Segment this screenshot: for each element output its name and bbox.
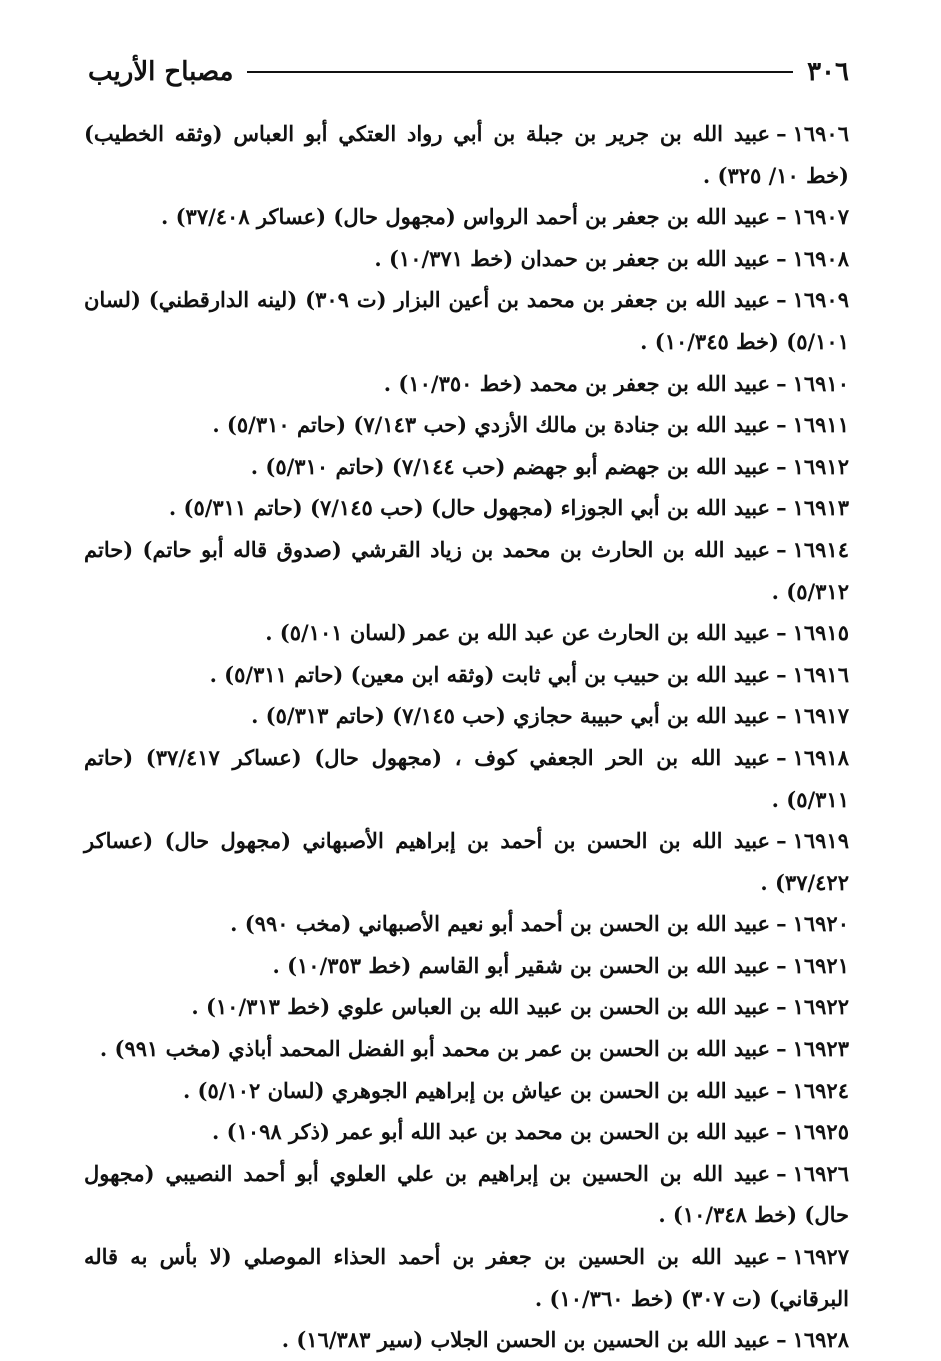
entry-dash: – <box>776 744 787 770</box>
entry-number: ١٦٩٠٩ <box>792 287 849 313</box>
entry-dash: – <box>776 1036 787 1062</box>
entry-text: عبيد الله بن الحسن بن عبيد الله بن العباس علوي (خط ١٠/٣١٣) . <box>191 994 771 1020</box>
entry-text: عبيد الله بن جعفر بن أحمد الرواس (مجهول حال) (عساكر ٣٧/٤٠٨) . <box>160 204 771 230</box>
entry <box>84 238 849 280</box>
entry-number: ١٦٩٢٤ <box>792 1077 849 1103</box>
entry <box>84 279 849 362</box>
entry-text: عبيد الله بن جعفر بن محمد (خط ١٠/٣٥٠) . <box>383 370 771 396</box>
entry-dash: – <box>776 703 787 729</box>
entry-number: ١٦٩٠٨ <box>792 245 849 271</box>
entry-text: عبيد الله بن الحسن بن شقير أبو القاسم (خط ١٠/٣٥٣) . <box>272 952 771 978</box>
entry-number: ١٦٩١٥ <box>792 620 849 646</box>
entry <box>84 612 849 654</box>
entry-dash: – <box>776 661 787 687</box>
entry-text: عبيد الله بن الحر الجعفي كوف ، (مجهول حال) (عساكر ٣٧/٤١٧) (حاتم ٥/٣١١) . <box>84 744 849 812</box>
entry-dash: – <box>776 1327 787 1353</box>
book-title: مصباح الأريب <box>88 57 234 87</box>
entry <box>84 1236 849 1319</box>
entry <box>84 1070 849 1112</box>
entry-text: عبيد الله بن الحارث عن عبد الله بن عمر (لسان ٥/١٠١) . <box>265 620 771 646</box>
entry-number: ١٦٩١٣ <box>792 495 849 521</box>
entry-text: عبيد الله بن الحسن بن أحمد بن إبراهيم الأصبهاني (مجهول حال) (عساكر ٣٧/٤٢٢) . <box>84 828 849 895</box>
entry-text: عبيد الله بن جهضم أبو جهضم (حب ٧/١٤٤) (حاتم ٥/٣١٠) . <box>250 453 771 479</box>
entry-number: ١٦٩٢٦ <box>792 1160 849 1186</box>
entry-text: عبيد الله بن الحسين بن الحسن الجلاب (سير ١٦/٣٨٣) . <box>281 1327 771 1353</box>
entry-number: ١٦٩١١ <box>792 412 849 438</box>
entry-text: عبيد الله بن جعفر بن محمد بن أعين البزار (ت ٣٠٩) (لينه الدارقطني) (لسان ٥/١٠١) (خط ١٠/٣٤٥) . <box>84 287 849 354</box>
entry-dash: – <box>776 536 787 562</box>
entry <box>84 1111 849 1153</box>
entry-text: عبيد الله بن الحسين بن إبراهيم بن علي العلوي أبو أحمد النصيبي (مجهول حال) (خط ١٠/٣٤٨) . <box>84 1160 849 1228</box>
entry-dash: – <box>776 245 787 271</box>
entry-number: ١٦٩٠٦ <box>792 121 849 146</box>
entry-dash: – <box>776 204 787 230</box>
header-rule <box>247 71 793 73</box>
entry-text: عبيد الله بن الحسن بن أحمد أبو نعيم الأصبهاني (مخب ٩٩٠) . <box>230 911 771 937</box>
page-header <box>88 50 849 94</box>
entry-dash: – <box>776 121 787 146</box>
entry-number: ١٦٩١٠ <box>792 370 849 396</box>
entry <box>84 1153 849 1236</box>
entry-number: ١٦٩١٤ <box>792 536 849 562</box>
entries-list <box>84 113 849 1361</box>
entry <box>84 654 849 696</box>
entry <box>84 945 849 987</box>
entry <box>84 113 849 196</box>
entry <box>84 903 849 945</box>
entry-dash: – <box>776 1077 787 1103</box>
entry-text: عبيد الله بن الحسن بن عياش بن إبراهيم الجوهري (لسان ٥/١٠٢) . <box>182 1077 771 1103</box>
entry-text: عبيد الله بن الحسن بن محمد بن عبد الله أبو عمر (ذكر ١٠٩٨) . <box>212 1119 771 1145</box>
entry-text: عبيد الله بن جرير بن جبلة بن أبي رواد العتكي أبو العباس (وثقه الخطيب) (خط ١٠/ ٣٢٥) . <box>84 121 849 188</box>
entry <box>84 820 849 903</box>
entry <box>84 404 849 446</box>
entry-dash: – <box>776 412 787 438</box>
entry-dash: – <box>776 1119 787 1145</box>
entry-dash: – <box>776 911 787 937</box>
entry-dash: – <box>776 828 787 854</box>
entry-number: ١٦٩٢٢ <box>792 994 849 1020</box>
entry-number: ١٦٩٠٧ <box>792 204 849 230</box>
entry-number: ١٦٩٢١ <box>792 952 849 978</box>
entry <box>84 695 849 737</box>
entry <box>84 529 849 612</box>
entry <box>84 986 849 1028</box>
entry-text: عبيد الله بن الحسن بن عمر بن محمد أبو الفضل المحمد أباذي (مخب ٩٩١) . <box>99 1036 771 1062</box>
entry <box>84 1028 849 1070</box>
entry <box>84 363 849 405</box>
page-number: ٣٠٦ <box>807 57 849 87</box>
entry-text: عبيد الله بن جنادة بن مالك الأزدي (حب ٧/١٤٣) (حاتم ٥/٣١٠) . <box>212 412 771 438</box>
entry-dash: – <box>776 453 787 479</box>
entry-number: ١٦٩٢٧ <box>792 1244 849 1270</box>
entry-number: ١٦٩٢٨ <box>792 1327 849 1353</box>
entry-number: ١٦٩١٢ <box>792 453 849 479</box>
entry-dash: – <box>776 952 787 978</box>
entry-text: عبيد الله بن الحسين بن جعفر بن أحمد الحذاء الموصلي (لا بأس به قاله البرقاني) (ت ٣٠٧) (خط ١٠/٣٦٠) . <box>84 1244 849 1311</box>
entry-text: عبيد الله بن جعفر بن حمدان (خط ١٠/٣٧١) . <box>374 245 771 271</box>
entry-text: عبيد الله بن أبي الجوزاء (مجهول حال) (حب ٧/١٤٥) (حاتم ٥/٣١١) . <box>168 495 771 521</box>
entry-number: ١٦٩١٦ <box>792 661 849 687</box>
entry <box>84 196 849 238</box>
entry-dash: – <box>776 994 787 1020</box>
entry-dash: – <box>776 287 787 313</box>
entry <box>84 446 849 488</box>
entry-dash: – <box>776 495 787 521</box>
entry-text: عبيد الله بن حبيب بن أبي ثابت (وثقه ابن معين) (حاتم ٥/٣١١) . <box>209 661 771 687</box>
entry <box>84 737 849 820</box>
entry-dash: – <box>776 1160 787 1186</box>
entry-dash: – <box>776 1244 787 1270</box>
entry-number: ١٦٩١٩ <box>792 828 849 854</box>
entry <box>84 487 849 529</box>
entry-dash: – <box>776 620 787 646</box>
entry-number: ١٦٩٢٣ <box>792 1036 849 1062</box>
entry-number: ١٦٩١٧ <box>792 703 849 729</box>
entry-number: ١٦٩١٨ <box>792 744 849 770</box>
entry-number: ١٦٩٢٥ <box>792 1119 849 1145</box>
entry-number: ١٦٩٢٠ <box>792 911 849 937</box>
entry-text: عبيد الله بن الحارث بن محمد بن زياد القرشي (صدوق قاله أبو حاتم) (حاتم ٥/٣١٢) . <box>84 536 849 604</box>
entry <box>84 1319 849 1361</box>
entry-text: عبيد الله بن أبي حبيبة حجازي (حب ٧/١٤٥) (حاتم ٥/٣١٣) . <box>251 703 771 729</box>
entry-dash: – <box>776 370 787 396</box>
